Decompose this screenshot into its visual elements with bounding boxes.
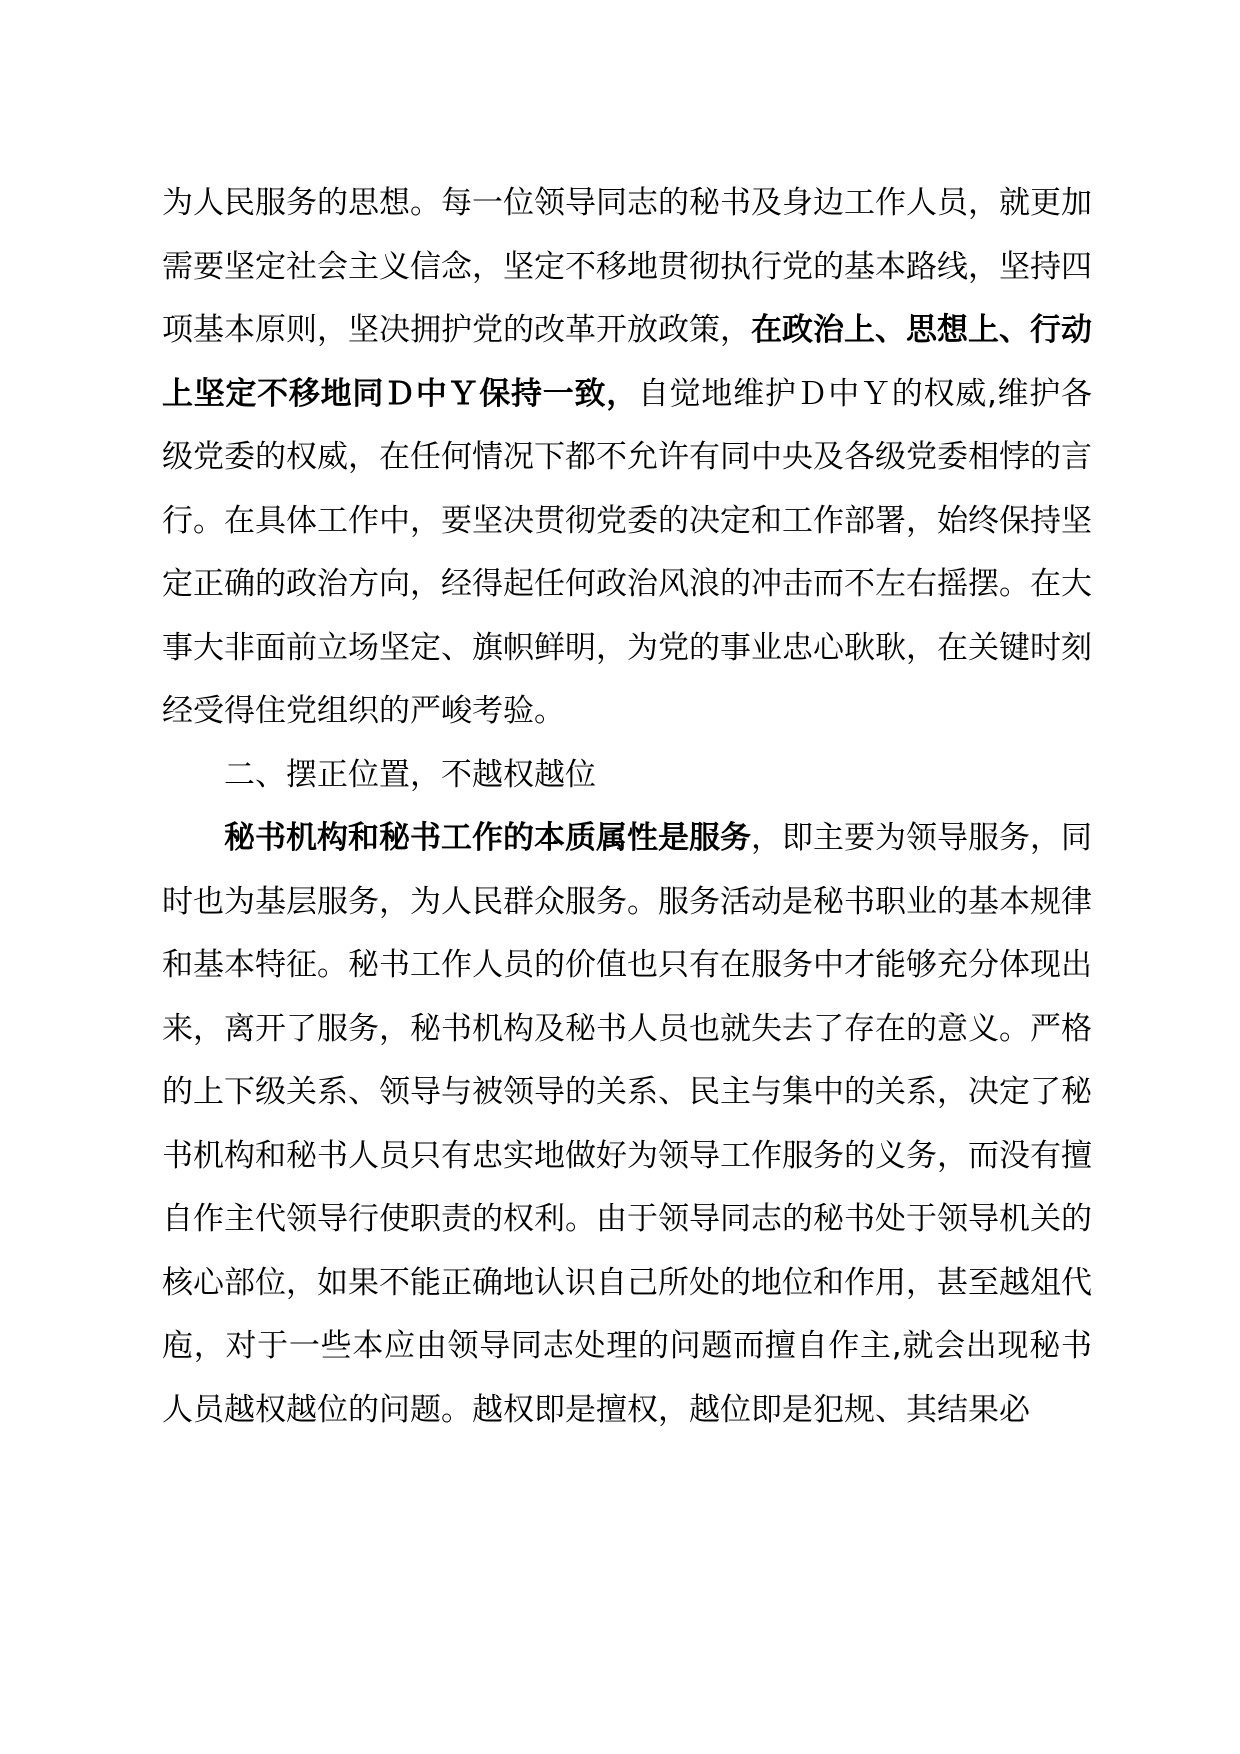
paragraph-text: 自觉地维护Ｄ中Ｙ的权威,维护各级党委的权威，在任何情况下都不允许有同中央及各级党委相悖的言行。在具体工作中，要坚决贯彻党委的决定和工作部署，始终保持坚定正确的政治方向，经得起任何政治风浪的冲击而不左右摇摆。在大事大非面前立场坚定、旗帜鲜明，为党的事业忠心耿耿，在关键时刻经受得住党组织的严峻考验。 <box>162 375 1092 729</box>
bold-lead-sentence: 秘书机构和秘书工作的本质属性是服务 <box>224 820 751 856</box>
paragraph-text: 为人民服务的思想。每一位领导同志的秘书及身边工作人员，就更加需要坚定社会主义信念，坚定不移地贯彻执行党的基本路线，坚持四项基本原则，坚决拥护党的改革开放政策， <box>162 185 1092 348</box>
section-heading-text: 二、摆正位置，不越权越位 <box>224 756 596 793</box>
paragraph-service-nature <box>162 807 1092 1442</box>
document-body <box>162 172 1092 1442</box>
paragraph-political-loyalty <box>162 172 1092 744</box>
bold-emphasis-text: 在政治上、思想上、行动上坚定不移地同Ｄ中Ｙ保持一致， <box>162 312 1092 412</box>
paragraph-text: ，即主要为领导服务，同时也为基层服务，为人民群众服务。服务活动是秘书职业的基本规律和基本特征。秘书工作人员的价值也只有在服务中才能够充分体现出来，离开了服务，秘书机构及秘书人员也就失去了存在的意义。严格的上下级关系、领导与被领导的关系、民主与集中的关系，决定了秘书机构和秘书人员只有忠实地做好为领导工作服务的义务，而没有擅自作主代领导行使职责的权利。由于领导同志的秘书处于领导机关的核心部位，如果不能正确地认识自己所处的地位和作用，甚至越俎代庖，对于一些本应由领导同志处理的问题而擅自作主,就会出现秘书人员越权越位的问题。越权即是擅权，越位即是犯规、其结果必 <box>162 820 1092 1428</box>
section-heading <box>162 744 1092 808</box>
